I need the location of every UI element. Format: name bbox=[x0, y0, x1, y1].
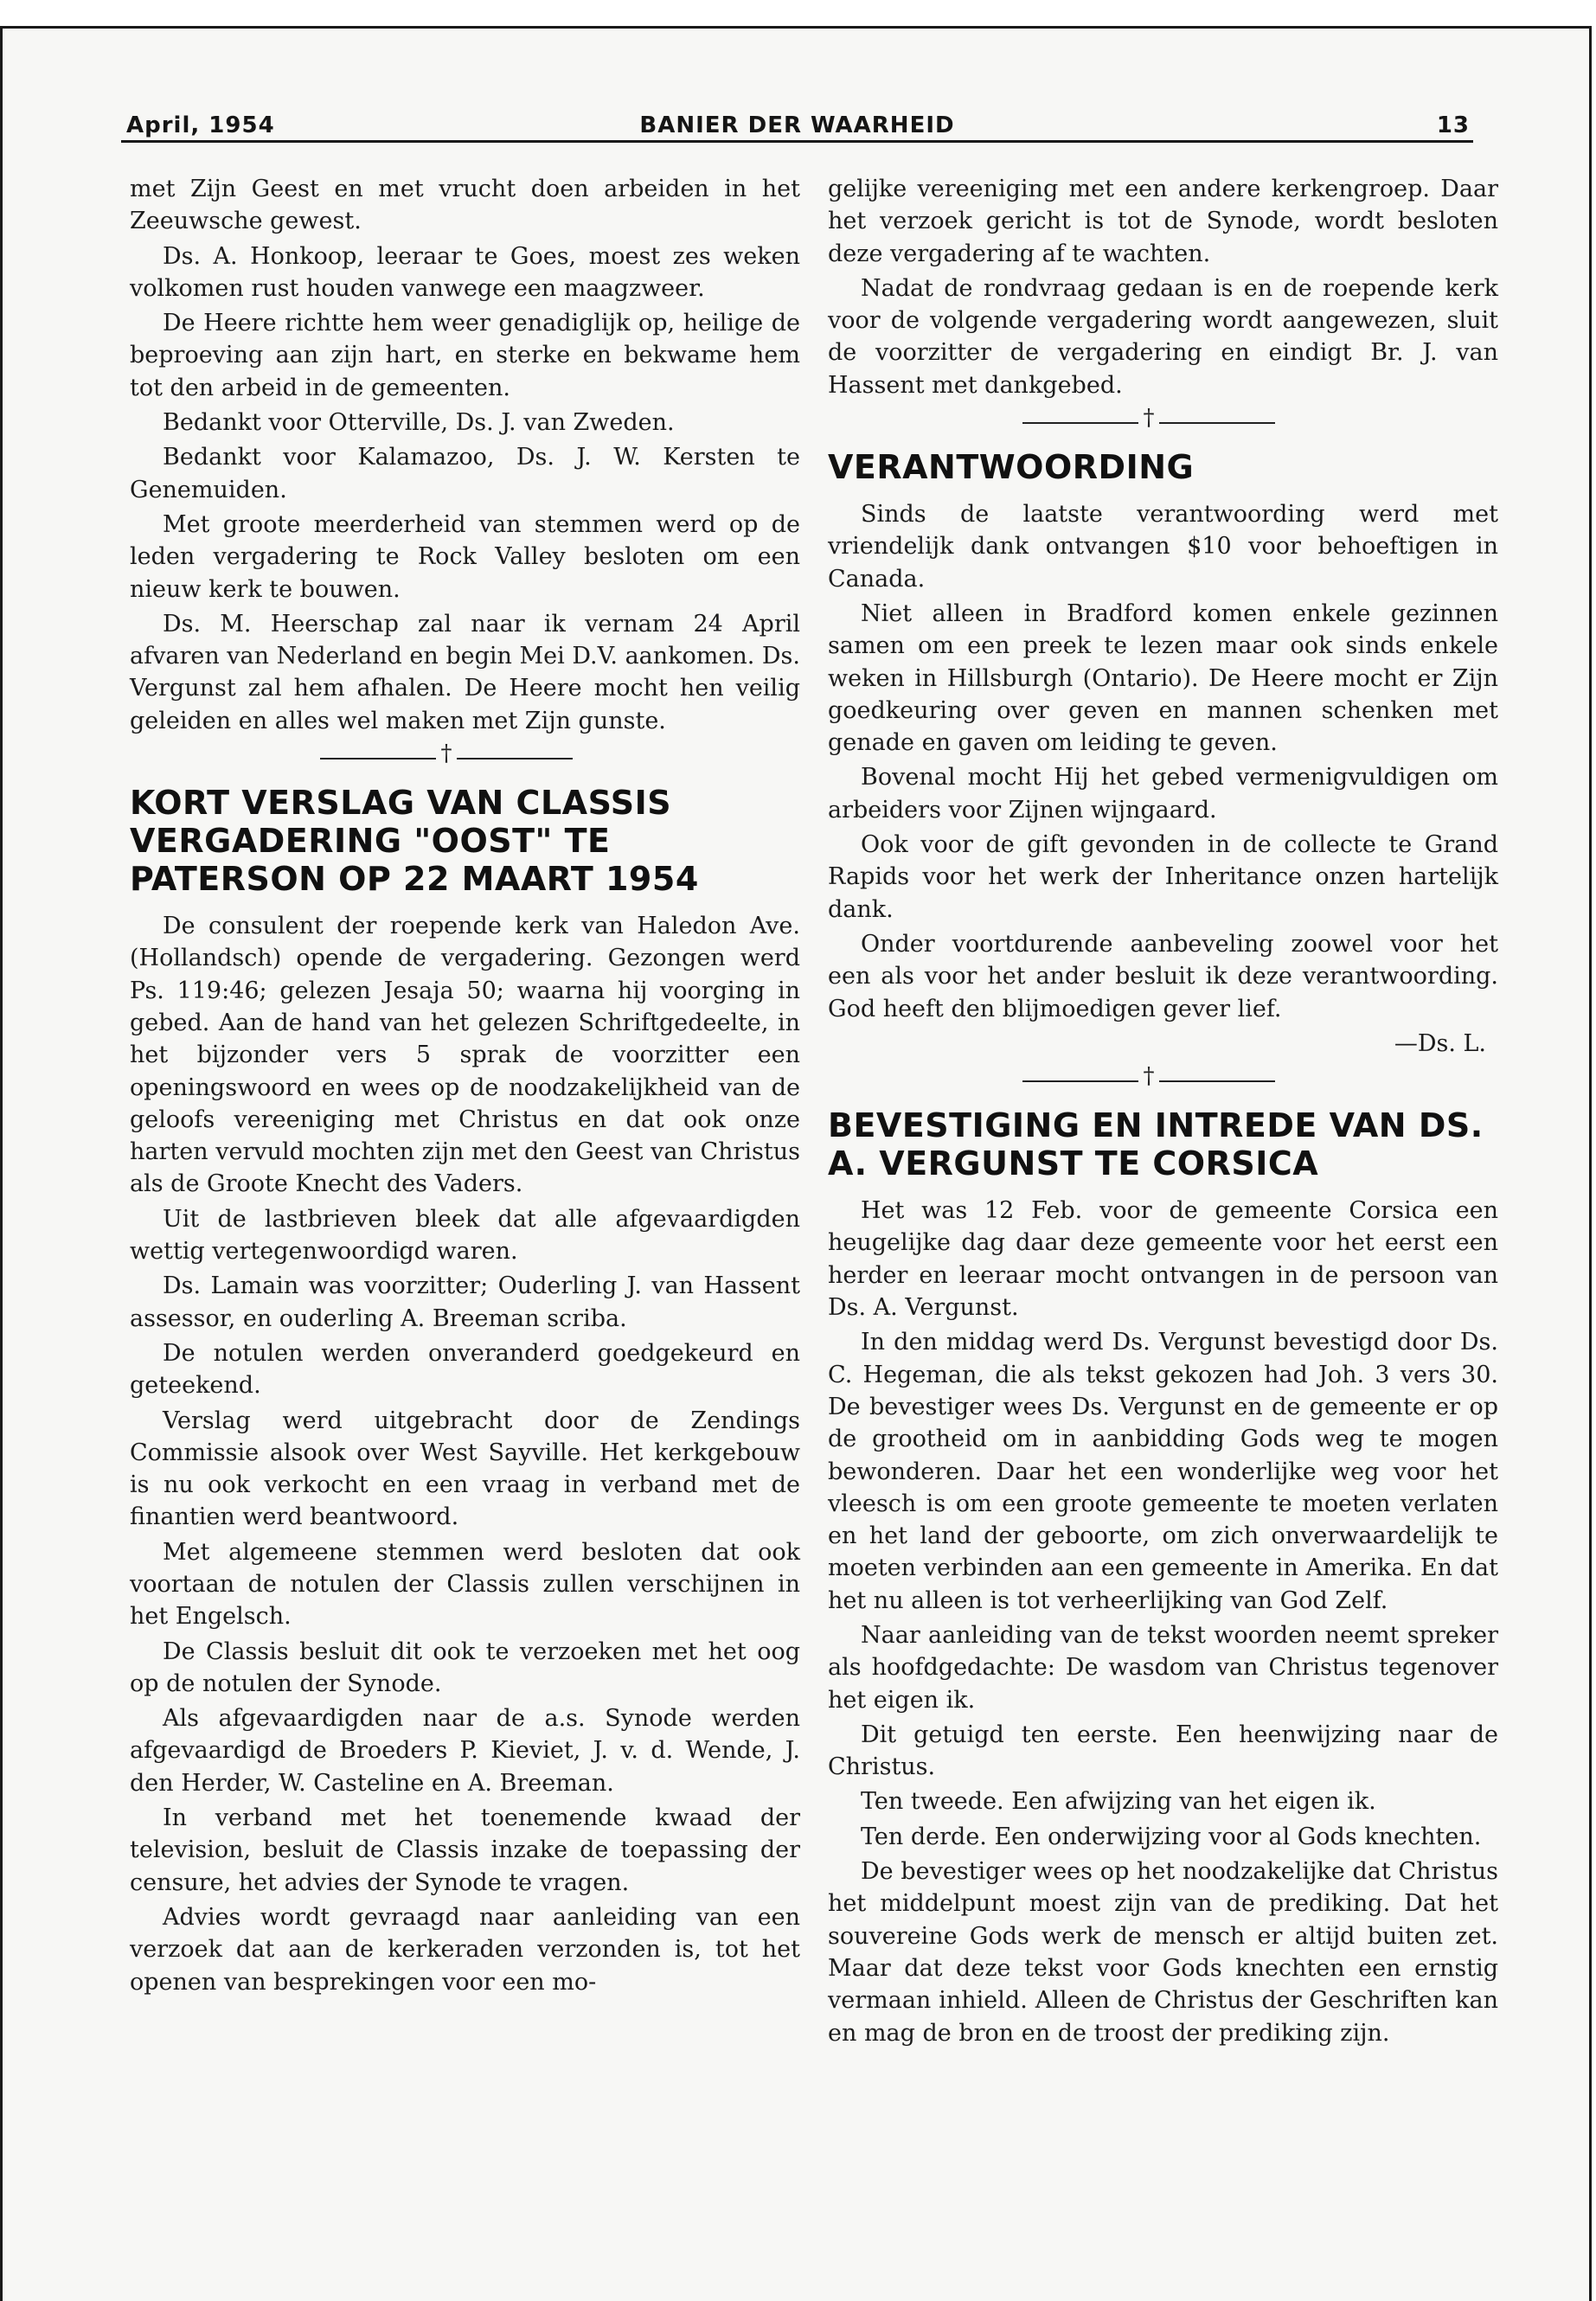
paragraph: Niet alleen in Bradford komen enkele gezinnen samen om een preek te lezen maar ook sinds enkele weken in Hillsburgh (Ontario). De Heere mocht er Zijn goedkeuring over geven en mannen schenken met genade en gaven om leiding te geven. bbox=[828, 599, 1498, 757]
section-divider bbox=[828, 407, 1498, 433]
paragraph: De Classis besluit dit ook te verzoeken met het oog op de notulen der Synode. bbox=[130, 1638, 800, 1697]
cross-icon: † bbox=[1143, 405, 1155, 432]
issue-date: April, 1954 bbox=[126, 112, 275, 138]
left-column bbox=[130, 173, 800, 2001]
paragraph: Verslag werd uitgebracht door de Zendings Commissie alsook over West Sayville. Het kerkgebouw is nu ook verkocht en een vraag in verband met de finantien werd beantwoord. bbox=[130, 1407, 800, 1531]
paragraph: Ten tweede. Een afwijzing van het eigen ik. bbox=[861, 1788, 1376, 1816]
section-divider bbox=[828, 1065, 1498, 1091]
right-column bbox=[828, 173, 1498, 2052]
paragraph: Met groote meerderheid van stemmen werd op de leden vergadering te Rock Valley besloten om een nieuw kerk te bouwen. bbox=[130, 510, 800, 603]
section-heading-verantwoording: VERANTWOORDING bbox=[828, 448, 1195, 487]
cross-icon: † bbox=[440, 740, 452, 767]
paragraph: In verband met het toenemende kwaad der television, besluit de Classis inzake de toepassing der censure, het advies der Synode te vragen. bbox=[130, 1804, 800, 1896]
paragraph: met Zijn Geest en met vrucht doen arbeiden in het Zeeuwsche gewest. bbox=[130, 176, 800, 235]
paragraph: Bedankt voor Kalamazoo, Ds. J. W. Kersten te Genemuiden. bbox=[130, 444, 800, 503]
paragraph: Naar aanleiding van de tekst woorden neemt spreker als hoofdgedachte: De wasdom van Christus tegenover het eigen ik. bbox=[828, 1621, 1498, 1714]
paragraph: Ds. A. Honkoop, leeraar te Goes, moest zes weken volkomen rust houden vanwege een maagzweer. bbox=[130, 242, 800, 302]
paragraph: Advies wordt gevraagd naar aanleiding van een verzoek dat aan de kerkeraden verzonden is, tot het openen van besprekingen voor een mo- bbox=[130, 1903, 800, 1996]
running-header bbox=[121, 102, 1473, 144]
paragraph: Als afgevaardigden naar de a.s. Synode werden afgevaardigd de Broeders P. Kieviet, J. v. d. Wende, J. den Herder, W. Casteline en A. Breeman. bbox=[130, 1705, 800, 1797]
paragraph: Ten derde. Een onderwijzing voor al Gods knechten. bbox=[861, 1823, 1482, 1850]
paragraph: De notulen werden onveranderd goedgekeurd en geteekend. bbox=[130, 1339, 800, 1400]
paragraph: Dit getuigd ten eerste. Een heenwijzing naar de Christus. bbox=[828, 1721, 1498, 1781]
paragraph: gelijke vereeniging met een andere kerkengroep. Daar het verzoek gericht is tot de Synode, wordt besloten deze vergadering af te wachten. bbox=[828, 176, 1498, 267]
paragraph: De bevestiger wees op het noodzakelijke dat Christus het middelpunt moest zijn van de prediking. Dat het souvereine Gods werk de mensch er altijd buiten zet. Maar dat deze tekst voor Gods knechten een ernstig vermaan inhield. Alleen de Christus der Geschriften kan en mag de bron en de troost der prediking zijn. bbox=[828, 1858, 1498, 2047]
page-number: 13 bbox=[1436, 112, 1470, 138]
paragraph: Uit de lastbrieven bleek dat alle afgevaardigden wettig vertegenwoordigd waren. bbox=[130, 1205, 800, 1266]
paragraph: Sinds de laatste verantwoording werd met vriendelijk dank ontvangen $10 voor behoeftigen in Canada. bbox=[828, 501, 1498, 593]
paragraph: Ook voor de gift gevonden in de collecte te Grand Rapids voor het werk der Inheritance onzen hartelijk dank. bbox=[828, 831, 1498, 923]
section-divider bbox=[130, 742, 800, 768]
paragraph: De Heere richtte hem weer genadiglijk op, heilige de beproeving aan zijn hart, en sterke en bekwame hem tot den arbeid in de gemeenten. bbox=[130, 310, 800, 401]
paragraph: Nadat de rondvraag gedaan is en de roepende kerk voor de volgende vergadering wordt aangewezen, sluit de voorzitter de vergadering en eindigt Br. J. van Hassent met dankgebed. bbox=[828, 274, 1498, 399]
section-heading-classis: KORT VERSLAG VAN CLASSIS VERGADERING "OOST" TE PATERSON OP 22 MAART 1954 bbox=[130, 784, 699, 899]
signature: —Ds. L. bbox=[1394, 1029, 1486, 1057]
paragraph: Het was 12 Feb. voor de gemeente Corsica een heugelijke dag daar deze gemeente voor het eerst een herder en leeraar mocht ontvangen in de persoon van Ds. A. Vergunst. bbox=[828, 1197, 1498, 1322]
paragraph: Ds. M. Heerschap zal naar ik vernam 24 April afvaren van Nederland en begin Mei D.V. aankomen. Ds. Vergunst zal hem afhalen. De Heere mocht hen veilig geleiden en alles wel maken met Zijn gunste. bbox=[130, 610, 800, 734]
paragraph: Bovenal mocht Hij het gebed vermenigvuldigen om arbeiders voor Zijnen wijngaard. bbox=[828, 764, 1498, 824]
paragraph: Met algemeene stemmen werd besloten dat ook voortaan de notulen der Classis zullen verschijnen in het Engelsch. bbox=[130, 1538, 800, 1631]
paragraph: Bedankt voor Otterville, Ds. J. van Zweden. bbox=[163, 409, 675, 437]
paragraph: In den middag werd Ds. Vergunst bevestigd door Ds. C. Hegeman, die als tekst gekozen had Joh. 3 vers 30. De bevestiger wees Ds. Vergunst en de gemeente er op de grootheid om in aanbidding Gods weg te mogen bewonderen. Daar het een wonderlijke weg voor het vleesch is om een groote gemeente te moeten verlaten en het land der geboorte, om zich onverwaardelijk te moeten verbinden aan een gemeente in Amerika. En dat het nu alleen is tot verheerlijking van God Zelf. bbox=[828, 1329, 1498, 1614]
publication-title: BANIER DER WAARHEID bbox=[639, 112, 955, 138]
paragraph: Ds. Lamain was voorzitter; Ouderling J. van Hassent assessor, en ouderling A. Breeman scriba. bbox=[130, 1272, 800, 1332]
cross-icon: † bbox=[1143, 1063, 1155, 1090]
paragraph: De consulent der roepende kerk van Haledon Ave. (Hollandsch) opende de vergadering. Gezongen werd Ps. 119:46; gelezen Jesaja 50; waarna hij voorging in gebed. Aan de hand van het gelezen Schriftgedeelte, in het bijzonder vers 5 sprak de voorzitter een openingswoord en wees op de noodzakelijkheid van de geloofs vereeniging met Christus en dat ook onze harten vervuld mochten zijn met den Geest van Christus als de Groote Knecht des Vaders. bbox=[130, 913, 800, 1198]
header-rule bbox=[121, 140, 1473, 143]
paragraph: Onder voortdurende aanbeveling zoowel voor het een als voor het ander besluit ik deze verantwoording. God heeft den blijmoedigen gever lief. bbox=[828, 930, 1498, 1022]
section-heading-bevestiging: BEVESTIGING EN INTREDE VAN DS. A. VERGUNST TE CORSICA bbox=[828, 1106, 1484, 1183]
